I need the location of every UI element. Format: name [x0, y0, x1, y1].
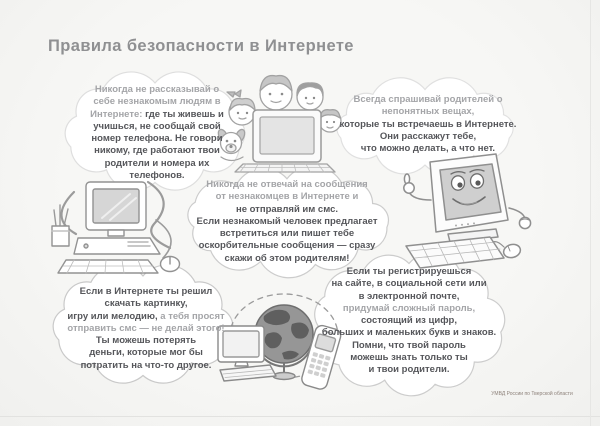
rule-line: Ты можешь потерять — [95, 335, 197, 347]
keyboard-icon — [406, 237, 504, 268]
poster-title: Правила безопасности в Интернете — [48, 37, 354, 55]
rule-line: себе незнакомым людям в — [93, 96, 221, 108]
rule-line: в электронной почте, — [358, 290, 460, 302]
rule-line: телефонов. — [129, 170, 185, 182]
rule-line: встретиться или пишет тебе — [219, 228, 355, 240]
rule-line: непонятных вещах, — [381, 106, 475, 118]
page-right-edge — [590, 0, 591, 426]
rule-text-personal-info — [62, 84, 252, 182]
monitor-icon — [253, 110, 321, 162]
rule-line: родители и номера их — [104, 157, 210, 169]
rule-line: Никогда не отвечай на сообщения — [206, 179, 368, 190]
rule-line: Если незнакомый человек предлагает — [196, 215, 378, 227]
rule-line: скажи об этом родителям! — [224, 252, 350, 264]
crt-monitor-icon — [86, 182, 146, 236]
rule-line: оскорбительные сообщения — сразу — [198, 240, 376, 252]
rule-line: Помни, что твой пароль — [352, 339, 466, 351]
rule-line: учишься, не сообщай свой — [93, 120, 221, 132]
rule-line: больших и маленьких букв и знаков. — [321, 327, 497, 339]
thumbs-up-hand-icon — [404, 174, 414, 193]
rule-line: состоящий из цифр, — [361, 315, 457, 327]
rule-line: никому, где работают твои — [94, 145, 220, 157]
rule-line: Если ты регистрируешься — [346, 266, 472, 277]
rule-line: Интернете: где ты живешь и — [90, 108, 224, 120]
publisher-credit: УМВД России по Тверской области — [491, 391, 573, 397]
rule-line: деньги, которые мог бы — [89, 347, 203, 359]
rule-line: на сайте, в социальной сети или — [331, 278, 487, 290]
pencil-cup-icon — [52, 205, 69, 246]
rule-text-strangers-messages — [182, 179, 392, 265]
monitor-face-icon — [430, 154, 508, 232]
rule-text-ask-parents — [328, 94, 528, 155]
rule-line: от незнакомцев в Интернете и — [215, 191, 359, 203]
rule-line: Всегда спрашивай родителей о — [353, 94, 503, 105]
smiling-computer-illustration — [404, 154, 531, 268]
rule-line: можешь знать только ты — [350, 352, 468, 364]
rule-line: скачать картинку, — [104, 298, 188, 310]
rule-line: и твои родители. — [368, 364, 450, 376]
rule-line: номер телефона. Не говори — [91, 133, 223, 145]
rule-line: потратить на что-то другое. — [80, 359, 212, 371]
fist-hand-icon — [519, 217, 530, 228]
rule-text-strong-password — [310, 266, 508, 377]
rule-line: игру или мелодию, а тебя просят — [67, 310, 225, 322]
rule-text-sms-payments — [50, 286, 242, 372]
page-bottom-edge — [0, 416, 600, 417]
rule-line: отправить смс — не делай этого! — [67, 322, 225, 334]
rule-line: придумай сложный пароль, — [342, 302, 476, 314]
rule-line: Если в Интернете ты решил — [79, 286, 213, 297]
rule-line: что можно делать, а что нет. — [360, 143, 496, 155]
rule-line: Они расскажут тебе, — [379, 130, 477, 142]
rule-line: которые ты встречаешь в Интернете. — [339, 118, 517, 130]
rule-line: не отправляй им смс. — [235, 203, 339, 215]
rule-line: Никогда не рассказывай о — [94, 84, 220, 95]
desktop-computer-illustration — [52, 182, 180, 273]
